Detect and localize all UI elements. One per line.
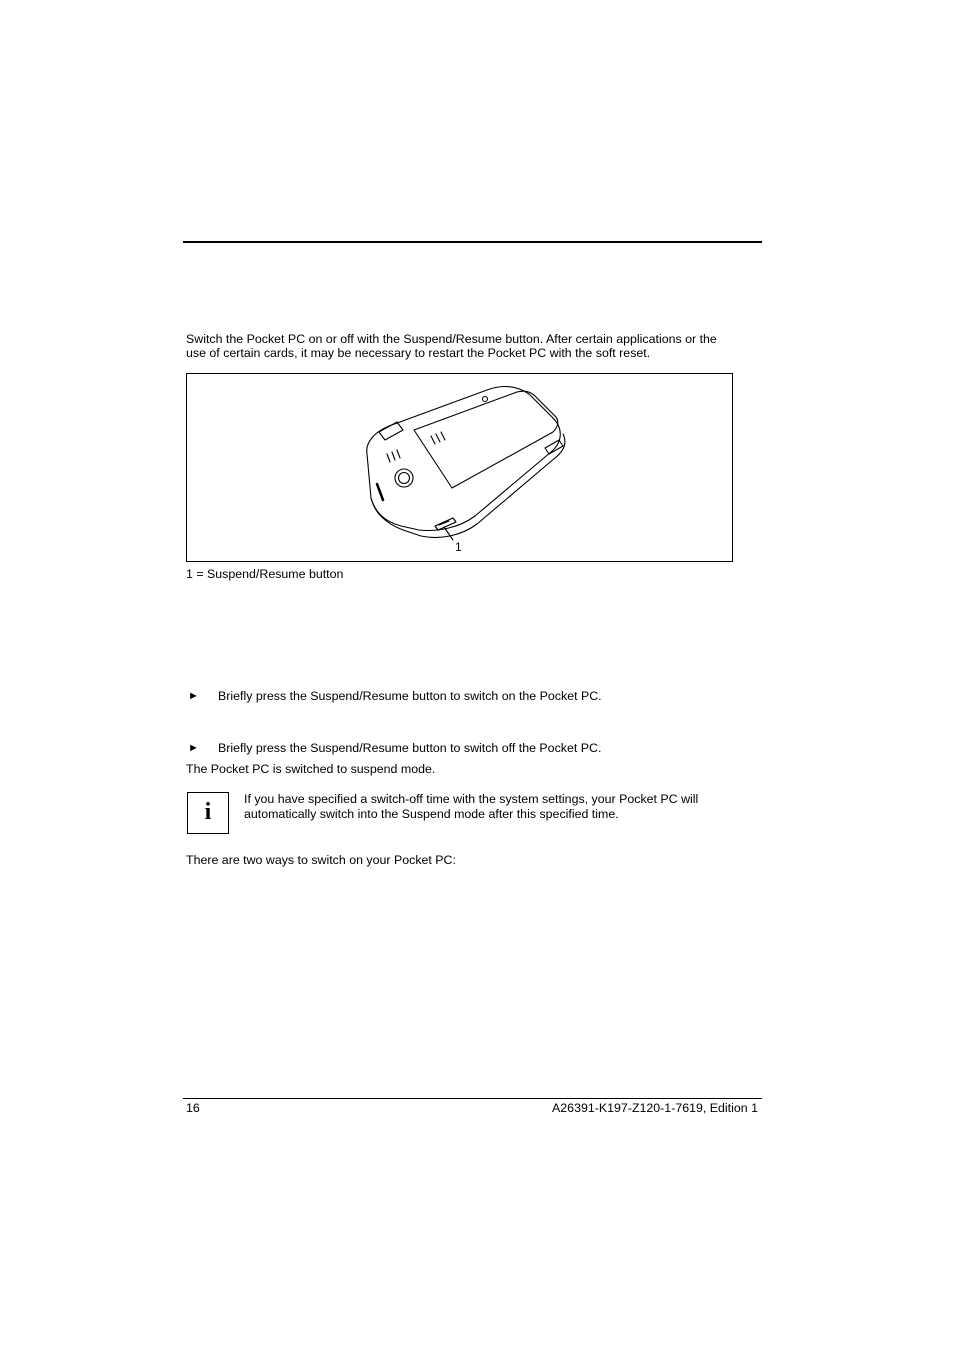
step-switch-on: Briefly press the Suspend/Resume button to switch on the Pocket PC. bbox=[218, 689, 602, 703]
bullet-arrow: ► bbox=[188, 690, 199, 702]
document-id: A26391-K197-Z120-1-7619, Edition 1 bbox=[552, 1101, 758, 1115]
info-letter: i bbox=[204, 799, 212, 825]
bullet-arrow: ► bbox=[188, 742, 199, 754]
device-side-slot bbox=[377, 484, 383, 500]
step-result: The Pocket PC is switched to suspend mode. bbox=[186, 762, 436, 776]
intro-line-1: Switch the Pocket PC on or off with the Suspend/Resume button. After certain applications or the bbox=[186, 332, 717, 346]
pocket-pc-illustration bbox=[187, 374, 732, 561]
two-ways-text: There are two ways to switch on your Pocket PC: bbox=[186, 853, 456, 867]
footer-rule bbox=[183, 1098, 762, 1099]
info-note-line-1: If you have specified a switch-off time with the system settings, your Pocket PC will bbox=[244, 792, 699, 806]
page-number: 16 bbox=[186, 1101, 200, 1115]
step-switch-off: Briefly press the Suspend/Resume button to switch off the Pocket PC. bbox=[218, 741, 602, 755]
device-right-clip bbox=[545, 440, 563, 454]
callout-number: 1 bbox=[455, 540, 462, 554]
device-figure bbox=[186, 373, 733, 562]
figure-caption: 1 = Suspend/Resume button bbox=[186, 567, 344, 581]
intro-line-2: use of certain cards, it may be necessary to restart the Pocket PC with the soft reset. bbox=[186, 346, 651, 360]
info-note-line-2: automatically switch into the Suspend mode after this specified time. bbox=[244, 807, 619, 821]
info-icon bbox=[187, 792, 229, 834]
header-rule bbox=[183, 241, 762, 243]
device-joystick bbox=[395, 469, 413, 487]
device-body-outline bbox=[367, 387, 561, 531]
callout-leader bbox=[444, 527, 453, 540]
